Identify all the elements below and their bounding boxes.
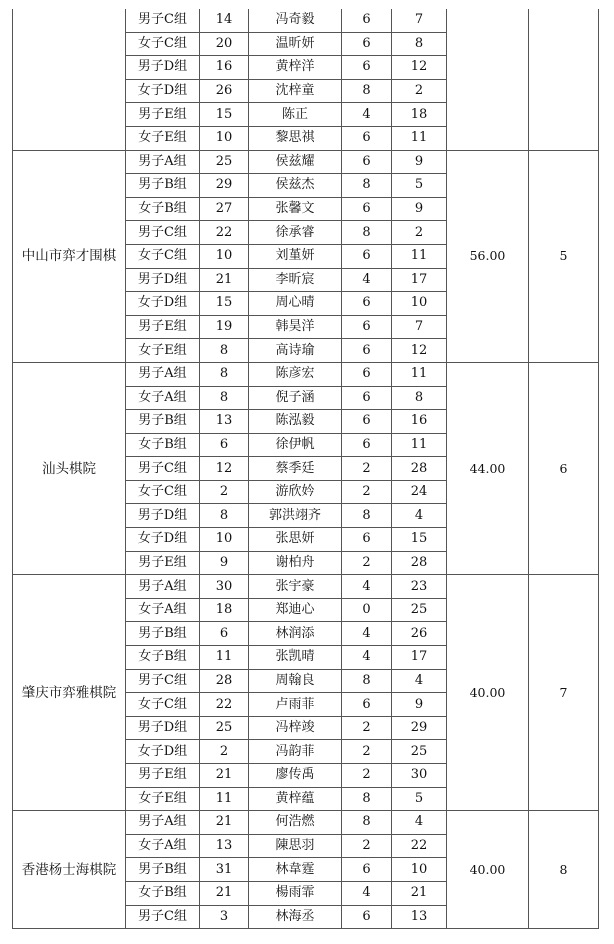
seed-number-cell: 20 xyxy=(200,32,249,56)
points-cell: 8 xyxy=(342,221,392,245)
player-rank-cell: 28 xyxy=(392,551,447,575)
group-cell: 女子B组 xyxy=(126,433,200,457)
standings-table-page xyxy=(12,9,598,929)
player-rank-cell: 11 xyxy=(392,362,447,386)
seed-number-cell: 22 xyxy=(200,221,249,245)
seed-number-cell: 2 xyxy=(200,480,249,504)
table-body xyxy=(13,9,599,929)
points-cell: 6 xyxy=(342,150,392,174)
group-cell: 男子C组 xyxy=(126,669,200,693)
points-cell: 8 xyxy=(342,787,392,811)
points-cell: 8 xyxy=(342,174,392,198)
player-name-cell: 林润添 xyxy=(249,622,342,646)
seed-number-cell: 26 xyxy=(200,79,249,103)
group-cell: 女子A组 xyxy=(126,598,200,622)
team-score-cell: 40.00 xyxy=(447,575,529,811)
group-cell: 男子E组 xyxy=(126,315,200,339)
player-name-cell: 黎思祺 xyxy=(249,126,342,150)
seed-number-cell: 2 xyxy=(200,740,249,764)
seed-number-cell: 10 xyxy=(200,528,249,552)
player-name-cell: 陳思羽 xyxy=(249,834,342,858)
points-cell: 2 xyxy=(342,457,392,481)
player-name-cell: 陈正 xyxy=(249,103,342,127)
points-cell: 4 xyxy=(342,103,392,127)
group-cell: 男子B组 xyxy=(126,174,200,198)
seed-number-cell: 8 xyxy=(200,339,249,363)
player-rank-cell: 21 xyxy=(392,881,447,905)
player-rank-cell: 12 xyxy=(392,56,447,80)
group-cell: 男子E组 xyxy=(126,103,200,127)
points-cell: 2 xyxy=(342,834,392,858)
player-rank-cell: 23 xyxy=(392,575,447,599)
player-rank-cell: 4 xyxy=(392,669,447,693)
player-name-cell: 韩昊洋 xyxy=(249,315,342,339)
player-rank-cell: 11 xyxy=(392,433,447,457)
points-cell: 6 xyxy=(342,905,392,929)
seed-number-cell: 27 xyxy=(200,197,249,221)
player-name-cell: 郭洪翊齐 xyxy=(249,504,342,528)
player-name-cell: 周心晴 xyxy=(249,292,342,316)
player-rank-cell: 4 xyxy=(392,811,447,835)
player-rank-cell: 22 xyxy=(392,834,447,858)
player-rank-cell: 5 xyxy=(392,787,447,811)
player-name-cell: 陈彦宏 xyxy=(249,362,342,386)
group-cell: 男子B组 xyxy=(126,858,200,882)
player-rank-cell: 17 xyxy=(392,646,447,670)
team-score-cell: 56.00 xyxy=(447,150,529,362)
points-cell: 4 xyxy=(342,646,392,670)
group-cell: 女子E组 xyxy=(126,126,200,150)
group-cell: 女子D组 xyxy=(126,292,200,316)
points-cell: 6 xyxy=(342,858,392,882)
seed-number-cell: 29 xyxy=(200,174,249,198)
points-cell: 6 xyxy=(342,56,392,80)
player-name-cell: 张凯晴 xyxy=(249,646,342,670)
team-score-cell: 44.00 xyxy=(447,362,529,574)
seed-number-cell: 30 xyxy=(200,575,249,599)
group-cell: 女子B组 xyxy=(126,646,200,670)
player-rank-cell: 10 xyxy=(392,292,447,316)
group-cell: 女子D组 xyxy=(126,79,200,103)
player-name-cell: 刘堇妍 xyxy=(249,244,342,268)
player-rank-cell: 16 xyxy=(392,410,447,434)
seed-number-cell: 21 xyxy=(200,764,249,788)
points-cell: 6 xyxy=(342,9,392,32)
group-cell: 女子A组 xyxy=(126,386,200,410)
seed-number-cell: 8 xyxy=(200,504,249,528)
group-cell: 女子D组 xyxy=(126,528,200,552)
player-name-cell: 徐承睿 xyxy=(249,221,342,245)
group-cell: 男子E组 xyxy=(126,764,200,788)
points-cell: 4 xyxy=(342,881,392,905)
player-name-cell: 张思妍 xyxy=(249,528,342,552)
player-name-cell: 何浩燃 xyxy=(249,811,342,835)
team-rank-cell xyxy=(529,9,599,150)
points-cell: 6 xyxy=(342,315,392,339)
player-name-cell: 高诗瑜 xyxy=(249,339,342,363)
player-rank-cell: 9 xyxy=(392,150,447,174)
team-rank-cell: 7 xyxy=(529,575,599,811)
points-cell: 4 xyxy=(342,268,392,292)
group-cell: 男子C组 xyxy=(126,9,200,32)
seed-number-cell: 3 xyxy=(200,905,249,929)
seed-number-cell: 9 xyxy=(200,551,249,575)
points-cell: 6 xyxy=(342,339,392,363)
group-cell: 女子C组 xyxy=(126,244,200,268)
player-name-cell: 林韋霆 xyxy=(249,858,342,882)
team-name-cell: 肇庆市弈雅棋院 xyxy=(13,575,126,811)
group-cell: 女子A组 xyxy=(126,834,200,858)
player-rank-cell: 25 xyxy=(392,740,447,764)
player-rank-cell: 18 xyxy=(392,103,447,127)
seed-number-cell: 10 xyxy=(200,244,249,268)
player-name-cell: 郑迪心 xyxy=(249,598,342,622)
team-score-cell xyxy=(447,9,529,150)
player-name-cell: 倪子涵 xyxy=(249,386,342,410)
player-name-cell: 徐伊帆 xyxy=(249,433,342,457)
seed-number-cell: 25 xyxy=(200,716,249,740)
group-cell: 女子C组 xyxy=(126,32,200,56)
seed-number-cell: 8 xyxy=(200,362,249,386)
seed-number-cell: 21 xyxy=(200,881,249,905)
group-cell: 男子B组 xyxy=(126,622,200,646)
group-cell: 男子E组 xyxy=(126,551,200,575)
player-name-cell: 卢雨菲 xyxy=(249,693,342,717)
seed-number-cell: 11 xyxy=(200,787,249,811)
seed-number-cell: 10 xyxy=(200,126,249,150)
player-name-cell: 黄梓蕴 xyxy=(249,787,342,811)
seed-number-cell: 31 xyxy=(200,858,249,882)
seed-number-cell: 6 xyxy=(200,622,249,646)
table-row xyxy=(13,9,599,32)
player-rank-cell: 9 xyxy=(392,693,447,717)
group-cell: 女子E组 xyxy=(126,339,200,363)
player-name-cell: 周翰良 xyxy=(249,669,342,693)
group-cell: 男子B组 xyxy=(126,410,200,434)
player-rank-cell: 2 xyxy=(392,79,447,103)
seed-number-cell: 13 xyxy=(200,834,249,858)
seed-number-cell: 15 xyxy=(200,103,249,127)
points-cell: 6 xyxy=(342,244,392,268)
points-cell: 8 xyxy=(342,811,392,835)
points-cell: 0 xyxy=(342,598,392,622)
points-cell: 6 xyxy=(342,197,392,221)
group-cell: 男子D组 xyxy=(126,268,200,292)
team-score-cell: 40.00 xyxy=(447,811,529,929)
seed-number-cell: 11 xyxy=(200,646,249,670)
player-rank-cell: 2 xyxy=(392,221,447,245)
points-cell: 2 xyxy=(342,740,392,764)
points-cell: 6 xyxy=(342,386,392,410)
points-cell: 8 xyxy=(342,669,392,693)
seed-number-cell: 6 xyxy=(200,433,249,457)
group-cell: 女子D组 xyxy=(126,740,200,764)
seed-number-cell: 12 xyxy=(200,457,249,481)
group-cell: 男子D组 xyxy=(126,716,200,740)
team-rank-cell: 8 xyxy=(529,811,599,929)
player-rank-cell: 4 xyxy=(392,504,447,528)
player-name-cell: 冯韵菲 xyxy=(249,740,342,764)
seed-number-cell: 18 xyxy=(200,598,249,622)
points-cell: 6 xyxy=(342,433,392,457)
group-cell: 女子E组 xyxy=(126,787,200,811)
group-cell: 女子B组 xyxy=(126,197,200,221)
seed-number-cell: 19 xyxy=(200,315,249,339)
points-cell: 6 xyxy=(342,410,392,434)
group-cell: 男子A组 xyxy=(126,362,200,386)
player-name-cell: 李昕宸 xyxy=(249,268,342,292)
group-cell: 女子C组 xyxy=(126,693,200,717)
group-cell: 男子A组 xyxy=(126,575,200,599)
points-cell: 6 xyxy=(342,693,392,717)
player-name-cell: 楊雨霏 xyxy=(249,881,342,905)
player-rank-cell: 29 xyxy=(392,716,447,740)
points-cell: 8 xyxy=(342,79,392,103)
group-cell: 男子C组 xyxy=(126,905,200,929)
group-cell: 男子A组 xyxy=(126,811,200,835)
player-name-cell: 侯兹耀 xyxy=(249,150,342,174)
player-name-cell: 蔡季廷 xyxy=(249,457,342,481)
player-rank-cell: 8 xyxy=(392,32,447,56)
points-cell: 2 xyxy=(342,551,392,575)
table-row xyxy=(13,150,599,174)
points-cell: 6 xyxy=(342,32,392,56)
points-cell: 4 xyxy=(342,575,392,599)
group-cell: 男子D组 xyxy=(126,504,200,528)
player-rank-cell: 5 xyxy=(392,174,447,198)
team-standings-table xyxy=(12,9,599,929)
group-cell: 男子C组 xyxy=(126,221,200,245)
points-cell: 2 xyxy=(342,716,392,740)
team-name-cell: 中山市弈才围棋 xyxy=(13,150,126,362)
player-rank-cell: 11 xyxy=(392,126,447,150)
player-rank-cell: 24 xyxy=(392,480,447,504)
player-name-cell: 林海丞 xyxy=(249,905,342,929)
points-cell: 4 xyxy=(342,622,392,646)
team-rank-cell: 5 xyxy=(529,150,599,362)
seed-number-cell: 21 xyxy=(200,268,249,292)
team-name-cell: 香港杨士海棋院 xyxy=(13,811,126,929)
group-cell: 男子A组 xyxy=(126,150,200,174)
player-name-cell: 冯奇毅 xyxy=(249,9,342,32)
player-rank-cell: 9 xyxy=(392,197,447,221)
player-rank-cell: 7 xyxy=(392,9,447,32)
player-name-cell: 温昕妍 xyxy=(249,32,342,56)
points-cell: 6 xyxy=(342,292,392,316)
player-name-cell: 侯兹杰 xyxy=(249,174,342,198)
points-cell: 6 xyxy=(342,362,392,386)
group-cell: 女子C组 xyxy=(126,480,200,504)
player-rank-cell: 11 xyxy=(392,244,447,268)
player-rank-cell: 13 xyxy=(392,905,447,929)
player-rank-cell: 8 xyxy=(392,386,447,410)
player-name-cell: 陈泓毅 xyxy=(249,410,342,434)
player-name-cell: 黄梓洋 xyxy=(249,56,342,80)
points-cell: 8 xyxy=(342,504,392,528)
table-row xyxy=(13,575,599,599)
points-cell: 6 xyxy=(342,528,392,552)
team-name-cell xyxy=(13,9,126,150)
table-row xyxy=(13,362,599,386)
player-name-cell: 沈梓童 xyxy=(249,79,342,103)
team-rank-cell: 6 xyxy=(529,362,599,574)
group-cell: 男子D组 xyxy=(126,56,200,80)
player-name-cell: 张馨文 xyxy=(249,197,342,221)
seed-number-cell: 16 xyxy=(200,56,249,80)
player-rank-cell: 17 xyxy=(392,268,447,292)
player-rank-cell: 15 xyxy=(392,528,447,552)
player-rank-cell: 12 xyxy=(392,339,447,363)
seed-number-cell: 15 xyxy=(200,292,249,316)
seed-number-cell: 13 xyxy=(200,410,249,434)
seed-number-cell: 14 xyxy=(200,9,249,32)
player-rank-cell: 28 xyxy=(392,457,447,481)
seed-number-cell: 25 xyxy=(200,150,249,174)
player-rank-cell: 26 xyxy=(392,622,447,646)
player-name-cell: 游欣妗 xyxy=(249,480,342,504)
player-rank-cell: 10 xyxy=(392,858,447,882)
seed-number-cell: 8 xyxy=(200,386,249,410)
player-name-cell: 冯梓竣 xyxy=(249,716,342,740)
player-rank-cell: 25 xyxy=(392,598,447,622)
points-cell: 2 xyxy=(342,480,392,504)
player-rank-cell: 30 xyxy=(392,764,447,788)
table-row xyxy=(13,811,599,835)
seed-number-cell: 22 xyxy=(200,693,249,717)
team-name-cell: 汕头棋院 xyxy=(13,362,126,574)
seed-number-cell: 28 xyxy=(200,669,249,693)
group-cell: 女子B组 xyxy=(126,881,200,905)
group-cell: 男子C组 xyxy=(126,457,200,481)
player-name-cell: 谢柏舟 xyxy=(249,551,342,575)
player-name-cell: 张宇豪 xyxy=(249,575,342,599)
seed-number-cell: 21 xyxy=(200,811,249,835)
player-rank-cell: 7 xyxy=(392,315,447,339)
player-name-cell: 廖传禹 xyxy=(249,764,342,788)
points-cell: 2 xyxy=(342,764,392,788)
points-cell: 6 xyxy=(342,126,392,150)
